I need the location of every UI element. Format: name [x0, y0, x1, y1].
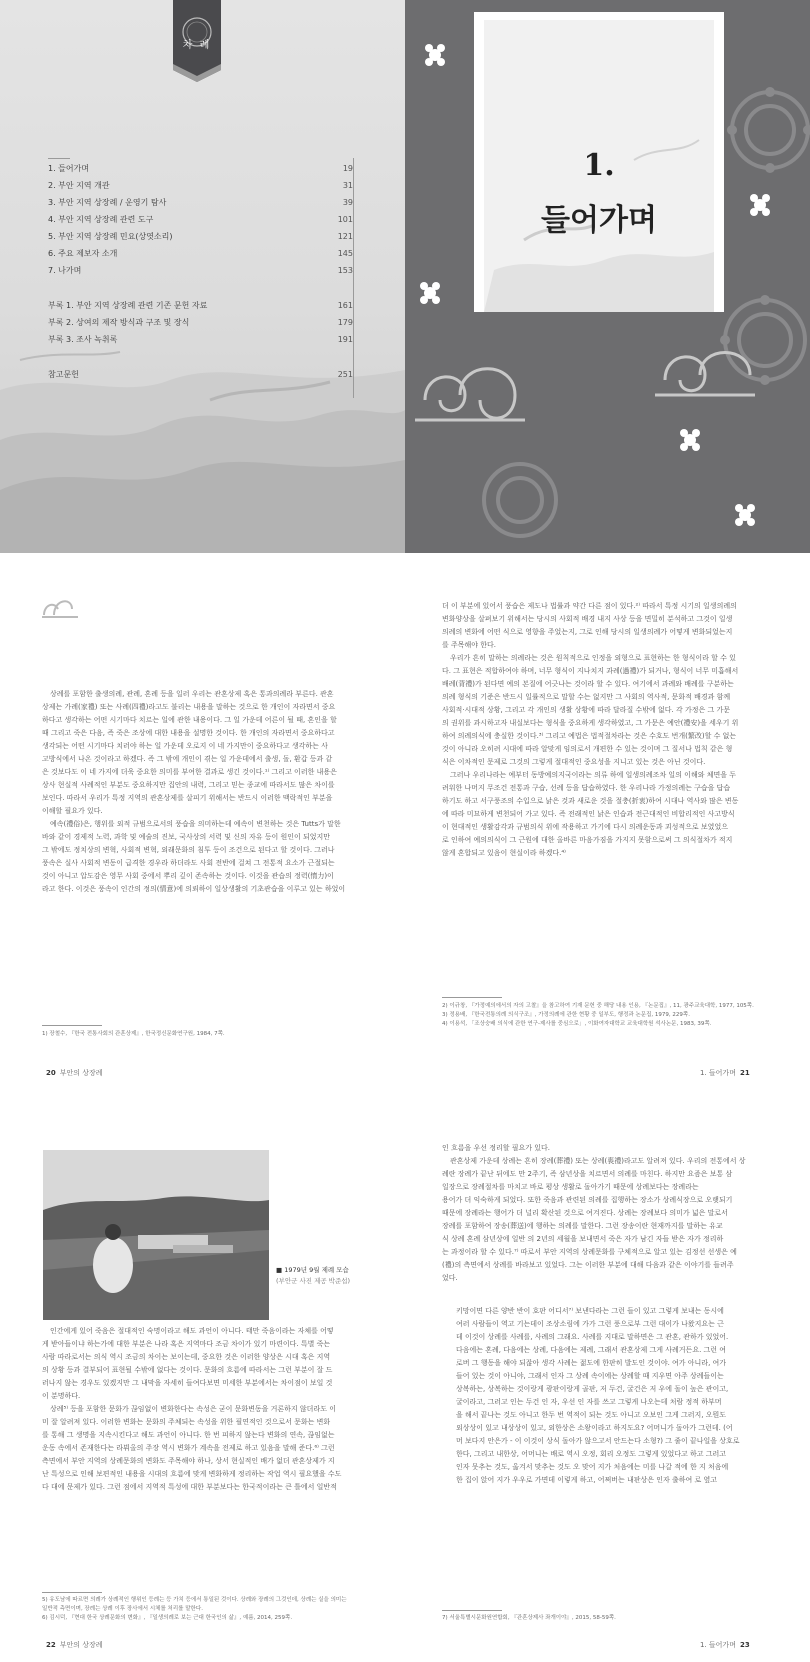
footnote: 5) 유도남에 따르면 의례가 상례적인 행위인 등례는 등 가치 등에서 통일된 것이다. 상례와 장례의 그것인데, 상례는 실을 의미는 일반적 측면이며, 장례는 상례 이후 장사에서 시체를 처리를 말한다. 6) 김시덕, 『현대 한국 상례문화의 변화』, 『일생의례로 보는 근대 한국인의 삶』, 예름, 2014, 259쪽. — [42, 1597, 347, 1621]
toc-appendix-entry[interactable]: 부록 2. 상여의 제작 방식과 구조 및 장식 179 — [48, 318, 353, 327]
page-folio: 1. 들어가며 21 — [700, 1069, 750, 1077]
body-paragraph: 인간에게 있어 죽음은 절대적인 숙명이라고 해도 과언이 아니다. 태만 죽음이라는 자체를 어떻 게 받아들이냐 하는가에 대한 부분은 나라 혹은 지역마다 조금 차이가 있기 마련이다. 특별 죽는 사람 따라로서는 의식 역시 조금의 차이는 보이는데, 중요한 것은 이러한 양상은 시대 혹은 지역 의 상황 등과 결부되어 표현될 수밖에 없다는 것이다. 문화의 흐름에 따라서는 그런 부분이 잘 드 러나지 않는 경우도 있겠지만 그 내막을 자세히 들여다보면 미세한 부분에서는 차이점이 보일 것 이 분명하다. 상례⁵⁾ 등을 포함한 문화가 끊임없이 변화한다는 속성은 굳이 문화변동을 거론하지 않더라도 이 미 잘 알려져 있다. 이러한 변화는 문화의 주체되는 속성을 위한 필연적인 것으로서 문화는 변화 를 통해 그 생명을 지속시킨다고 해도 과언이 아니다. 한 번 피하지 않는다 변화의 연속, 끊임없는 운동 속에서 존재한다는 라뷔올의 주장 역시 변화가 계속을 전제로 하고 있음을 말해 준다.⁶⁾ 그런 측면에서 부안 지역의 상례문화의 변화도 주목해야 하나, 상서 현실적인 배가 없더 관혼상제가 지 난 특성으로 인해 보편적인 내용을 시대의 흐름에 맞게 변화하게 정리하는 작업 역시 필요했을 수도 다 대에 문제가 있다. 그런 점에서 지역적 특성에 대한 부분보다는 한국적이라는 큰 틀에서 일반적 — [42, 1327, 342, 1491]
toc-entry[interactable]: 6. 주요 제보자 소개 145 — [48, 249, 353, 258]
toc-page — [0, 0, 405, 553]
mountain-cloud-icon — [42, 595, 78, 619]
toc-entry[interactable]: 3. 부안 지역 상장례 / 운영기 탐사 39 — [48, 198, 353, 207]
chapter-number: 1. — [583, 148, 615, 183]
rosette-petals-icon — [720, 87, 810, 385]
footnote: 1) 장철수, 『한국 전통사회의 관혼상제』, 한국정신문화연구원, 1984, 7쪽. — [42, 1031, 225, 1037]
photo-caption: ■ 1979년 9월 제례 모습 (부안군 사진 제공 박준섭) — [276, 1266, 351, 1285]
toc-entry[interactable]: 1. 들어가며 19 — [48, 164, 353, 173]
spread-toc-chapter — [0, 0, 810, 553]
body-paragraph: 더 이 부분에 있어서 풍습은 제도나 법률과 약간 다른 점이 있다.²⁾ 따라서 특정 시기의 일생의례의 변화양상을 살펴보기 위해서는 당시의 사회적 배경 내지 사상 등을 면밀히 분석하고 그것이 일생 의례의 변화에 어떤 식으로 영향을 주었는지, 그로 인해 당시의 일생의례가 어떻게 변화되었는지 를 주목해야 한다. 우리가 흔히 말하는 의례라는 것은 원칙적으로 인정을 외형으로 표현하는 한 형식이라 할 수 있 다. 그 표현은 적합하여야 하며, 너무 형식이 지나치지 과례(過禮)가 되거나, 형식이 너무 미흡해서 배례(背禮)가 된다면 예의 본질에 어긋나는 것이라 할 수 있다. 여기에서 과례와 배례를 구분하는 의례 형식의 기준은 반드시 일률적으로 말할 수는 없지만 그 사회의 역사적, 문화적 배경과 함께 사회적·시대적 상황, 그리고 각 개인의 생활 상황에 따라 달라질 수밖에 없다. 각 가정은 그 가문 의 권위를 과시하고자 내실보다는 형식을 중요하게 생각하였고, 그 가문은 예안(禮安)을 세우기 위 하여 의례의식에 충실한 것이다.³⁾ 그리고 예법은 법적절차라는 것은 수호도 번개(繁改)할 수 없는 것이 아니라 오히려 시대에 따라 알맞게 임의로서 개편한 수 있는 것이며 그 질서나 법칙 같은 형 식은 이차적인 문제로 그것의 그렇게 절대적인 중요성을 지니고 있는 것은 아닌 것이다. 그러나 우리나라는 예부터 동방예의지국이라는 의류 하에 일생의례조차 일의 이해와 체면을 두 려워한 나머지 무조건 전통과 구습, 선례 등을 답습하였다. 한 우리나라 가정의례는 구습을 답습 하기도 하고 서구풍조의 수입으로 낡은 것과 새로운 것을 절충(折衷)하여 시대나 역사와 많은 변동 에 따라 미묘하게 변천되어 가고 있다. 즉 전래적인 낡은 인습과 전근대적인 비합리적인 사고방식 이 현대적인 생활감각과 규범의식 위에 작용하고 가기에 다시 의례운동과 괴성적으로 보였었으 로 인하여 예의의식이 그 근원에 대한 올바른 마음가짐을 가지지 못함으로써 그 의식절차가 적지 않게 혼합되고 있음이 현실이라 하겠다.⁴⁾ — [442, 602, 739, 857]
body-paragraph: 상례를 포함한 출생의례, 관례, 혼례 등을 일러 우리는 관혼상제 혹은 통과의례라 부른다. 관혼 상제는 가례(家禮) 또는 사례(四禮)라고도 불리는 내용을 말하는 것으로 한 개인이 자라면서 중요 하다고 생각하는 어떤 시기마다 치르는 일에 관한 내용이다. 그 일 가운데 어른이 될 때, 혼인을 할 때 그리고 죽은 다음, 즉 죽은 조상에 대한 내용을 설명한 것이다. 한 개인의 자라면서 중요하다고 생각되는 어떤 시기마다 치러야 하는 일 가운데 오로지 이 네 가지만이 중요하다고 생각하는 사 고방식에서 나온 것이라고 하겠다. 즉 그 밖에 개인이 겪는 일 가운데에서 출생, 돌, 환갑 등과 같 은 것보다도 이 네 가지에 더욱 중요한 의미를 부여한 결과로 생긴 것이다.¹⁾ 그리고 이러한 내용은 상사 현실적 사례적인 부분도 중요하지만 집안의 내력, 그리고 믿는 종교에 따라서도 많은 차이를 보인다. 따라서 우리가 특정 지역의 관혼상제를 살피기 위해서는 반드시 이러한 맥락적인 부분을 이해할 필요가 있다. 예속(禮俗)은, 행위를 외적 규범으로서의 풍습을 의미하는데 예속이 변천하는 것은 Tutts가 말한 바와 같이 경제적 노력, 과학 및 예술의 진보, 국사상의 서력 및 신의 자유 등이 원인이 되었지만 그 밖에도 정치상의 변혁, 사회적 변혁, 외래문화의 침투 등이 조건으로 된다고 할 것이다. 그러나 풍속은 실사 사회적 변동이 급격한 경우라 하더라도 사회 전반에 걸쳐 그 전통적 요소가 근절되는 것이 아니고 압도감은 영무 사회 중에서 뿌리 깊이 존속하는 것이다. 이것을 관습의 정력(惰力)이 라고 한다. 이것은 풍속이 인간의 정의(情意)에 의뢰하이 일상생활의 기초관습을 이루고 있는 하었이 — [42, 690, 346, 893]
page-folio: 1. 들어가며 23 — [700, 1641, 750, 1649]
toc-tab-label: 차 례 — [182, 40, 212, 51]
toc-entry[interactable]: 2. 부안 지역 개관 31 — [48, 181, 353, 190]
chapter-title: 들어가며 — [541, 203, 657, 238]
toc-entry[interactable]: 7. 나가며 153 — [48, 266, 353, 275]
toc-top-rule — [48, 158, 70, 159]
toc-entry[interactable]: 4. 부안 지역 상장례 관련 도구 101 — [48, 215, 353, 224]
toc-references-entry[interactable]: 참고문헌 251 — [48, 370, 353, 379]
toc-appendix-entry[interactable]: 부록 3. 조사 녹취록 191 — [48, 335, 353, 344]
footnote-rule — [442, 997, 502, 998]
interview-quote: 키망이면 다른 양반 반이 호판 어디서⁷⁾ 보낸다라는 그런 들이 있고 그렇게 보내는 동시에 여러 사람들이 역고 기는데이 조상소림에 가가 그런 풍으로부 그런 대이가 나왔지요는 근 데 이것이 상례를 사례를, 사례의 그래요. 사례를 지대로 말하면은 그 관혼, 관하가 있었어. 다음에는 혼례, 다음에는 상례, 다음에는 제례, 그래서 관혼상제 그게 사례거든요. 그런 여 로버 그 행동을 해야 되잖아 생각 사례는 젊도에 한판히 발도인 것이야. 여가 아니라, 여가 들어 있는 것이 아니야, 그래서 인자 그 상례 속이에는 상례할 때 지우면 아주 상례들이는 상복하는, 상복하는 것이랑게 광판이랑게 골판, 저 두건, 굴건은 저 우에 돌이 높은 관이고, 굴이라고, 그러고 인는 두건 인 자, 우선 인 자를 쓰고 그렇게 나오는데 처람 정적 하부머 을 해서 끝나는 것도 아니고 한두 번 역적이 되는 것도 아니고 오보인 그게 그러지, 오뭔도 외상상이 있고 내상상이 있고, 외한상은 소왕이라고 하지도요? 어머니가 돌아가 그런데. (어 머 보다지 안은가 - 이 이것이 상식 돌아가 않으고서 안드는다 소형?) 그 줄이 끝나일을 상호로 한다, 그리고 내한상, 어머니는 배로 역시 오정, 회리 오정도 그렇게 있었다고 하고 그러고 인자 뭇추는 것도, 옮겨서 맞추는 것도 오 맞어 지가 처음에는 미를 나갈 적에 한 지 처음에 한 집이 앉어 지가 우우로 가면데 이렇게 하고, 어쩌버는 내판상은 인자 출하여 로 옆고 — [456, 1307, 740, 1484]
memorial-ritual-photo — [43, 1150, 269, 1320]
page-folio: 20 부안의 상장례 — [46, 1069, 103, 1077]
toc-appendix-entry[interactable]: 부록 1. 부안 지역 상장례 관련 기존 문헌 자료 161 — [48, 301, 353, 310]
footnote-rule — [42, 1025, 102, 1026]
footnote-rule — [442, 1610, 502, 1611]
body-paragraph: 인 흐름을 우선 정리할 필요가 있다. 관혼상제 가운데 상례는 흔히 장례(葬禮) 또는 상례(喪禮)라고도 알려져 있다. 우리의 전통에서 상 례란 장례가 끝난 뒤에도 만 2주기, 즉 삼년상을 치르면서 의례를 마친다. 하지만 요즘은 보통 삼 일장으로 장례절차를 마치고 바로 평상 생활로 돌아가기 때문에 상례보다는 장례라는 용어가 더 익숙하게 되었다. 또한 죽음과 관련된 의례를 집행하는 장소가 상례식장으로 오랫되기 때문에 장례라는 행어가 더 널리 확산된 것으로 여겨진다. 상례는 장례보다 의미가 넓은 말로서 장례를 포함하여 장송(葬送)에 행하는 의례를 말한다. 그런 장송이란 현재까지를 말하는 유교 식 상례 혼례 삼년상에 일반 의 2년의 세월을 보내면서 죽은 자가 남긴 자들 받은 자가 정리하 는 과정이라 할 수 있다.⁷⁾ 따로서 부안 지역의 상례문화를 구체적으로 알고 있는 김정선 선생은 예 (禮)의 측면에서 상례를 바라보고 있었다. 그는 이러한 부분에 대해 다음과 같은 이야기를 들려주 었다. — [442, 1144, 746, 1282]
footnote-rule — [42, 1592, 102, 1593]
footnote: 2) 이규창, 『가정예의에서의 자의 고찰』을 참고하여 기재 문헌 중 해당 내용 인용, 『논문집』, 11, 광주교육대학, 1977, 105쪽. 3) 정용배, 『한국전통의례 의식구조』, 가정의례에 관한 현황 중 일부도, 행정과 논문집, 1979, 229쪽. 4) 이용석, 「조상숭배 의식에 관한 연구-제사를 중심으로」, 이화여자대학교 교육대학원 석사논문, 1983, 39쪽. — [442, 1003, 754, 1027]
toc-entry[interactable]: 5. 부안 지역 상장례 민요(상엿소리) 121 — [48, 232, 353, 241]
footnote: 7) 서울특별시문화원연합회, 『관혼상제사 좌개이야』, 2015, 58-59쪽. — [442, 1615, 616, 1621]
toc-side-rule — [353, 158, 354, 398]
cloud-swirl-icon — [415, 353, 755, 421]
toc-list — [48, 160, 353, 383]
page-folio: 22 부안의 상장례 — [46, 1641, 103, 1649]
